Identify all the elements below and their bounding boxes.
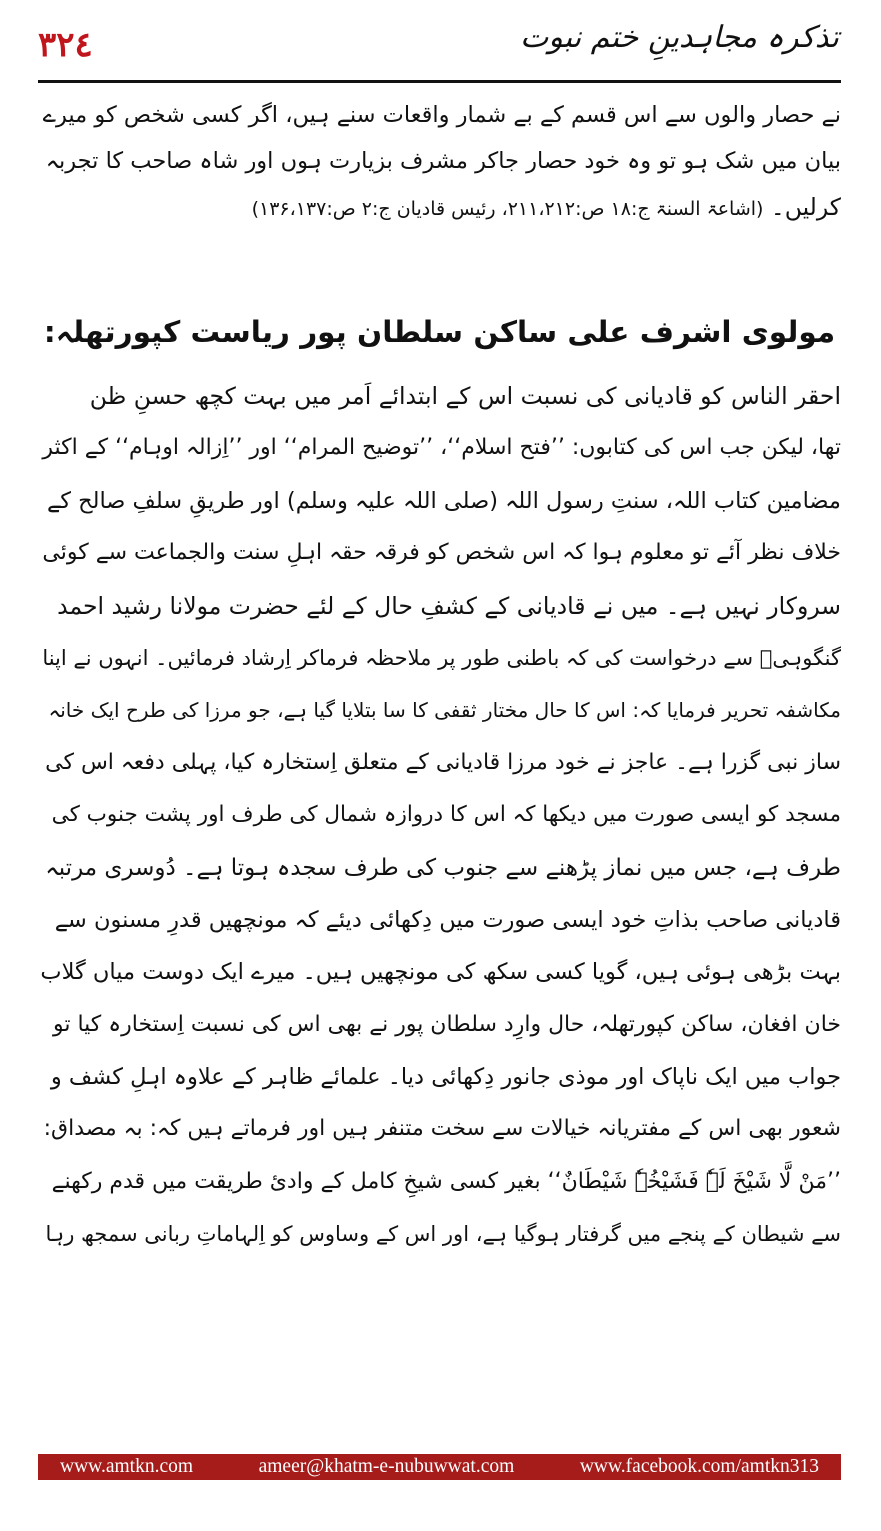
email-link[interactable]: ameer@khatm-e-nubuwwat.com xyxy=(258,1456,515,1477)
section-heading: مولوی اشرف علی ساکن سلطان پور ریاست کپورتھلہ: xyxy=(43,315,836,349)
body-paragraph xyxy=(38,370,841,1261)
intro-last-words: کرلیں۔ xyxy=(770,193,841,221)
text-line: طرف ہے، جس میں نماز پڑھنے سے جنوب کی طرف سجدہ ہوتا ہے۔ دُوسری مرتبہ xyxy=(45,854,841,881)
intro-paragraph xyxy=(38,92,841,230)
citation-reference: (اشاعۃ السنۃ ج:۱۸ ص:۲۱۱،۲۱۲، رئیس قادیان ج:۲ ص:۱۳۶،۱۳۷) xyxy=(251,198,764,220)
text-line: گنگوہیؒ سے درخواست کی کہ باطنی طور پر ملاحظہ فرماکر اِرشاد فرمائیں۔ انہوں نے اپنا xyxy=(42,645,841,670)
text-line: شعور بھی اس کے مفتریانہ خیالات سے سخت متنفر ہیں اور فرماتے ہیں کہ: بہ مصداق: xyxy=(43,1116,841,1142)
text-line: خلاف نظر آئے تو معلوم ہوا کہ اس شخص کو فرقہ حقہ اہلِ سنت والجماعت سے کوئی xyxy=(42,540,841,566)
header-rule xyxy=(38,80,841,83)
footer-bar xyxy=(38,1454,841,1480)
text-line: ’’مَنْ لَّا شَیْخَ لَہٗ فَشَیْخُہٗ شَیْطَانٌ‘‘ بغیر کسی شیخِ کامل کے وادیٔ طریقت میں قدم رکھنے xyxy=(51,1168,841,1194)
text-line: قادیانی صاحب بذاتِ خود ایسی صورت میں دِکھائی دیئے کہ مونچھیں قدرِ مسنون سے xyxy=(54,906,841,933)
text-line: مضامین کتاب اللہ، سنتِ رسول اللہ (صلی اللہ علیہ وسلم) اور طریقِ سلفِ صالح کے xyxy=(47,487,841,514)
text-line: خان افغان، ساکن کپورتھلہ، حال وارِد سلطان پور نے بھی اس کی نسبت اِستخارہ کیا تو xyxy=(52,1011,841,1037)
facebook-link[interactable]: www.facebook.com/amtkn313 xyxy=(579,1456,819,1477)
text-line: مسجد کو ایسی صورت میں دیکھا کہ اس کا دروازہ شمال کی طرف اور پشت جنوب کی xyxy=(51,802,841,828)
text-line: جواب میں ایک ناپاک اور موذی جانور دِکھائی دیا۔ علمائے ظاہر کے علاوہ اہلِ کشف و xyxy=(50,1064,841,1091)
running-title: تذکرہ مجاہدینِ ختم نبوت xyxy=(520,20,839,55)
text-line: احقر الناس کو قادیانی کی نسبت اس کے ابتدائے اَمر میں بہت کچھ حسنِ ظن xyxy=(89,382,841,410)
text-line: سے شیطان کے پنجے میں گرفتار ہوگیا ہے، اور اس کے وساوس کو اِلہاماتِ ربانی سمجھ رہا xyxy=(45,1222,841,1247)
text-line xyxy=(38,184,841,230)
text-line: سروکار نہیں ہے۔ میں نے قادیانی کے کشفِ حال کے لئے حضرت مولانا رشید احمد xyxy=(57,591,841,620)
text-line: بہت بڑھی ہوئی ہیں، گویا کسی سکھ کی مونچھیں ہیں۔ میرے ایک دوست میاں گلاب xyxy=(40,959,841,986)
text-line: بیان میں شک ہو تو وہ خود حصار جاکر مشرف بزیارت ہوں اور شاہ صاحب کا تجربہ xyxy=(45,148,841,174)
text-line: نے حصار والوں سے اس قسم کے بے شمار واقعات سنے ہیں، اگر کسی شخص کو میرے xyxy=(42,102,841,128)
text-line: تھا، لیکن جب اس کی کتابوں: ’’فتح اسلام‘‘، ’’توضیح المرام‘‘ اور ’’اِزالہ اوہام‘‘ کے اکثر xyxy=(42,435,841,461)
website-link[interactable]: www.amtkn.com xyxy=(60,1456,194,1477)
page-number: ٣٢٤ xyxy=(38,25,93,65)
text-line: مکاشفہ تحریر فرمایا کہ: اس کا حال مختار ثقفی کا سا بتلایا گیا ہے، جو مرزا کی طرح ایک خانہ xyxy=(48,698,841,723)
text-line: ساز نبی گزرا ہے۔ عاجز نے خود مرزا قادیانی کے متعلق اِستخارہ کیا، پہلی دفعہ اس کی xyxy=(45,749,841,775)
